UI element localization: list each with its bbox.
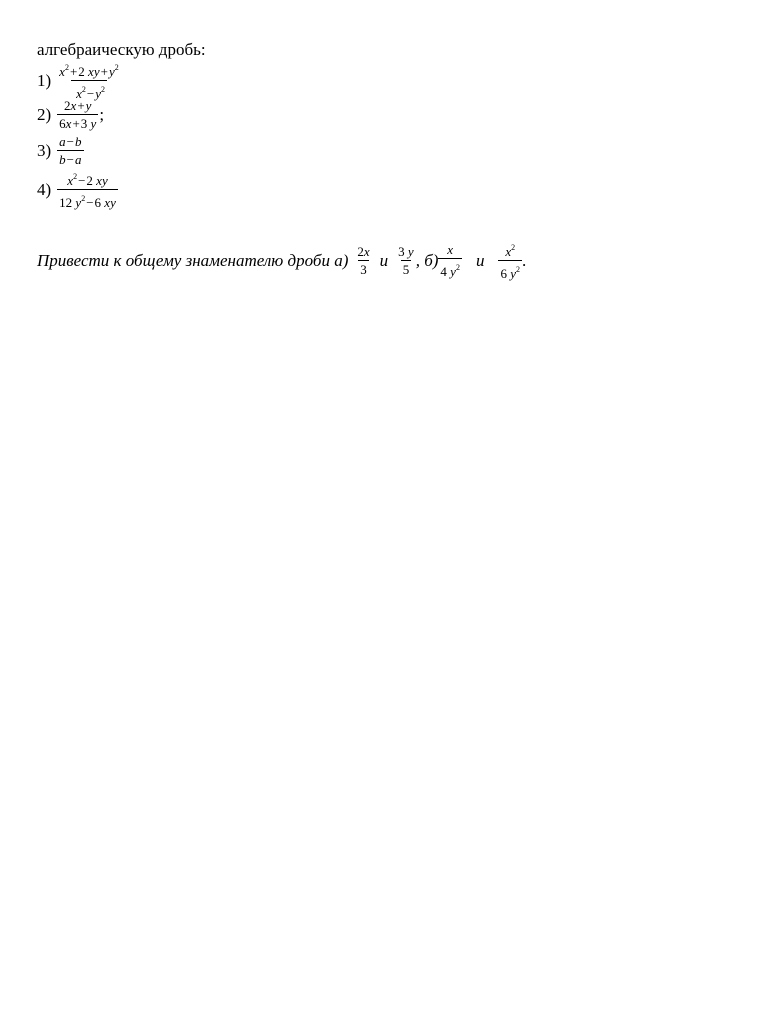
fraction-2: [57, 98, 98, 131]
conjunction-and-2: и: [475, 250, 485, 270]
semicolon: ;: [99, 104, 105, 124]
fraction-4-denominator: 12 $y^2-6$ xy: [57, 189, 118, 210]
conjunction-and: и: [379, 250, 389, 270]
item-number: 2): [37, 104, 52, 124]
fraction-2-denominator: 6x+3 y: [59, 116, 97, 131]
list-item-2: [37, 98, 104, 131]
task-fraction-a2-numerator: 3 y: [398, 244, 414, 259]
item-number: 1): [37, 70, 52, 90]
task-end-period: .: [521, 250, 527, 270]
fraction-3-numerator: a−b: [59, 134, 82, 149]
task-fraction-b1-numerator: x: [447, 242, 454, 257]
task-fraction-b2: [498, 240, 522, 281]
task-fraction-a1-numerator: 2x: [357, 244, 370, 259]
fraction-4-numerator: $x^2-2$ xy: [67, 172, 108, 188]
fraction-2-numerator: 2x+y: [64, 98, 92, 113]
list-item-4: [37, 169, 118, 210]
task-fraction-b1: [438, 242, 462, 279]
task-fraction-a2: [396, 244, 416, 277]
task-sentence: [37, 240, 526, 281]
list-item-1: [37, 60, 121, 101]
item-number: 4): [37, 179, 52, 199]
list-item-3: [37, 134, 84, 167]
fraction-1-numerator: $x^2+2$ $xy+y^2$: [59, 63, 119, 79]
task-fraction-b2-denominator: 6 $y^2$: [498, 260, 522, 281]
fraction-3-denominator: b−a: [59, 152, 82, 167]
task-fraction-a1: [355, 244, 371, 277]
fraction-1: [57, 60, 121, 101]
item-number: 3): [37, 140, 52, 160]
task-fraction-a2-denominator: 5: [402, 262, 410, 277]
task-part-b-label: , б): [415, 250, 439, 270]
fraction-4: [57, 169, 118, 210]
task-fraction-b1-denominator: 4 $y^2$: [438, 258, 462, 279]
task-fraction-b2-numerator: $x^2$: [505, 243, 516, 259]
task-text: Привести к общему знаменателю дроби а): [37, 250, 349, 270]
heading-text: алгебраическую дробь:: [37, 40, 206, 59]
task-fraction-a1-denominator: 3: [360, 262, 367, 277]
fraction-1-denominator: $x^2-y^2$: [71, 80, 107, 101]
fraction-3: [57, 134, 83, 167]
